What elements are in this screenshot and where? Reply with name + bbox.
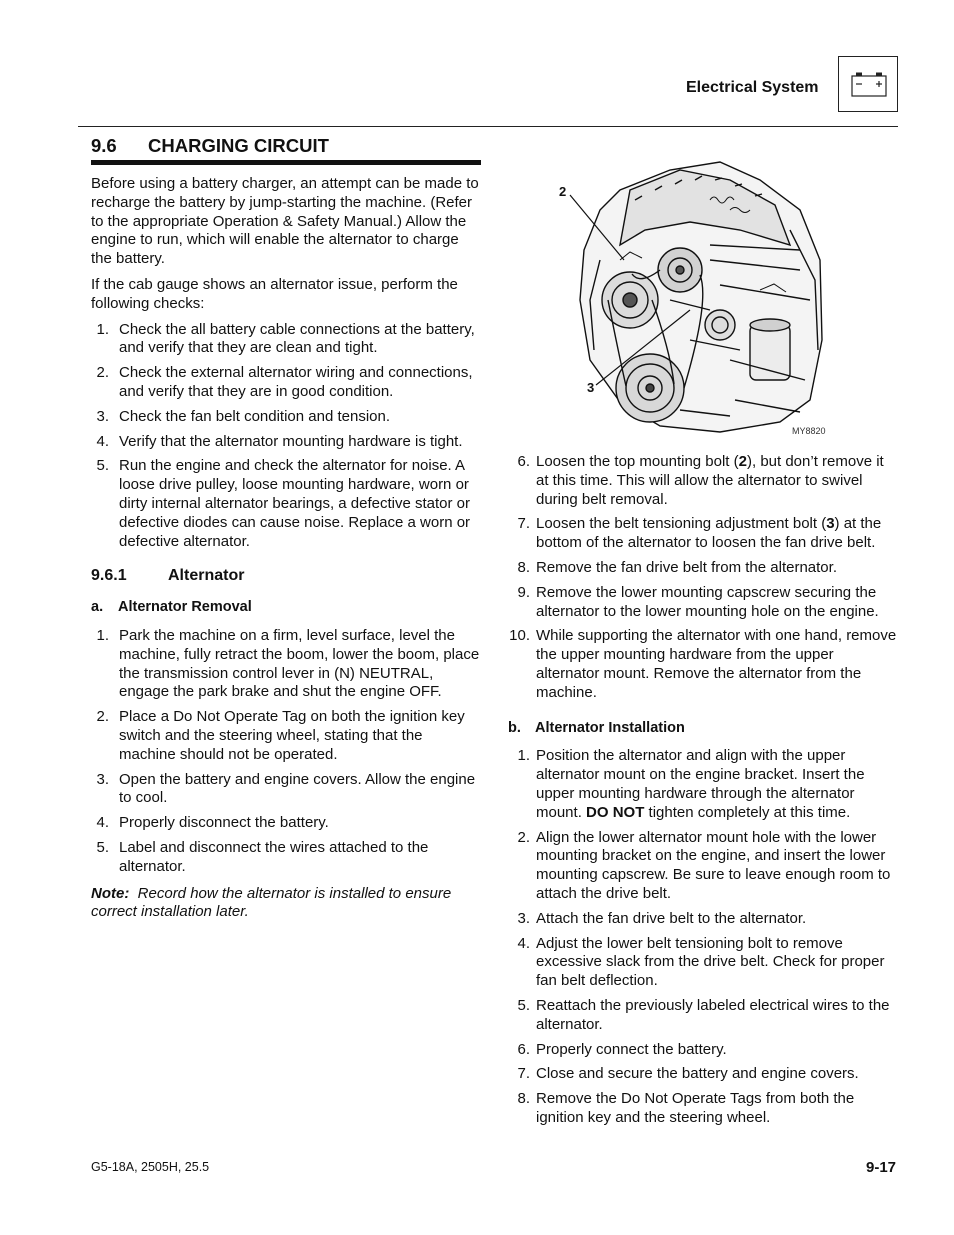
item-number: 8. [517, 1090, 530, 1108]
callout-ref: 2 [738, 453, 747, 470]
item-text: Attach the fan drive belt to the alternator. [536, 909, 807, 927]
item-number: 7. [517, 515, 530, 533]
item-text: While supporting the alternator with one hand, remove the upper mounting hardware from the upper alternator mount. Remove the alternator from the machine. [536, 627, 897, 701]
item-number: 4. [96, 814, 109, 832]
removal-heading [91, 598, 483, 617]
item-number: 2. [96, 364, 109, 382]
item-text: Place a Do Not Operate Tag on both the ignition key switch and the steering wheel, stating that the machine should not be operated. [119, 708, 465, 763]
engine-drawing [560, 150, 830, 440]
callout-3: 3 [587, 380, 595, 395]
list-item [508, 935, 900, 991]
item-number: 1. [517, 747, 530, 765]
item-text: Remove the fan drive belt from the alternator. [536, 558, 837, 576]
item-text: Verify that the alternator mounting hardware is tight. [119, 432, 463, 450]
callout-ref: 3 [826, 515, 835, 533]
item-text: Label and disconnect the wires attached to the alternator. [119, 838, 429, 875]
list-item [508, 627, 900, 702]
list-item [508, 910, 900, 929]
list-item [508, 829, 900, 904]
list-item [91, 408, 483, 427]
battery-icon [838, 56, 898, 112]
removal-steps [91, 627, 483, 877]
heading-title: Alternator Installation [535, 719, 685, 736]
item-text: Remove the lower mounting capscrew securing the alternator to the lower mounting hole on the engine. [536, 583, 879, 620]
subsection-number: 9.6.1 [91, 567, 127, 585]
callout-2: 2 [559, 184, 567, 199]
list-item [91, 364, 483, 402]
list-item [508, 559, 900, 578]
item-number: 4. [517, 934, 530, 952]
item-text: ) at the bottom of the alternator to loosen the fan drive belt. [536, 515, 882, 552]
item-text: Position the alternator and align with the upper alternator mount on the engine bracket. Insert the upper mounting hardware through the alternator mount. [536, 747, 865, 821]
item-number: 3. [96, 407, 109, 425]
item-number: 7. [517, 1065, 530, 1083]
item-number: 2. [96, 708, 109, 726]
item-text: Loosen the belt tensioning adjustment bolt ( [536, 515, 827, 533]
list-item [508, 1090, 900, 1128]
item-text: Loosen the top mounting bolt ( [536, 453, 739, 470]
item-text: Open the battery and engine covers. Allow the engine to cool. [119, 770, 476, 807]
section-divider [91, 160, 481, 165]
page-number: 9-17 [866, 1159, 897, 1176]
subsection-heading [91, 567, 483, 586]
intro-paragraph: If the cab gauge shows an alternator issue, perform the following checks: [91, 275, 458, 312]
item-number: 4. [96, 432, 109, 450]
item-number: 9. [517, 583, 530, 601]
item-text: Check the fan belt condition and tension. [119, 407, 391, 425]
list-item [91, 627, 483, 702]
subsection-title: Alternator [168, 567, 245, 585]
list-item [508, 997, 900, 1035]
item-number: 5. [96, 838, 109, 856]
list-item [508, 747, 900, 822]
item-number: 1. [96, 626, 109, 644]
list-item [508, 453, 900, 509]
heading-title: Alternator Removal [118, 599, 252, 616]
item-text: Adjust the lower belt tensioning bolt to remove excessive slack from the drive belt. Check for proper fan belt deflection. [536, 934, 885, 990]
page-header-title: Electrical System [686, 79, 819, 96]
item-text: Properly connect the battery. [536, 1040, 727, 1058]
item-text: Align the lower alternator mount hole with the lower mounting bracket on the engine, and insert the lower mounting capscrew. Be sure to leave enough room to attach the drive belt. [536, 828, 891, 902]
item-text: Check the external alternator wiring and connections, and verify that they are in good condition. [119, 364, 473, 400]
installation-heading [508, 719, 900, 738]
left-column [91, 175, 483, 929]
section-title: CHARGING CIRCUIT [148, 135, 329, 156]
item-number: 6. [517, 1040, 530, 1058]
list-item [508, 515, 900, 553]
item-number: 10. [509, 627, 530, 645]
installation-steps [508, 747, 900, 1127]
list-item [91, 839, 483, 877]
item-text: Check the all battery cable connections at the battery, and verify that they are clean and tight. [119, 320, 475, 357]
removal-steps-continued [508, 453, 900, 703]
item-number: 5. [96, 457, 109, 475]
list-item [91, 457, 483, 551]
item-text: tighten completely at this time. [644, 803, 851, 821]
section-number: 9.6 [91, 135, 117, 156]
engine-illustration [560, 150, 830, 440]
heading-letter: b. [508, 719, 521, 736]
intro-paragraph: Before using a battery charger, an attempt can be made to recharge the battery by jump-starting the machine. (Refer to the appropriate Operation & Safety Manual.) Allow the engine to run, which will enable the alternator to charge the battery. [91, 175, 479, 268]
emphasis: DO NOT [586, 803, 645, 821]
item-text: Properly disconnect the battery. [119, 814, 329, 832]
list-item [91, 321, 483, 359]
heading-letter: a. [91, 599, 104, 616]
item-number: 3. [517, 909, 530, 927]
item-number: 6. [517, 453, 530, 470]
footer-model-info: G5-18A, 2505H, 25.5 [91, 1160, 210, 1174]
item-text: Remove the Do Not Operate Tags from both the ignition key and the steering wheel. [536, 1090, 855, 1126]
list-item [508, 1065, 900, 1084]
list-item [508, 1041, 900, 1060]
item-text: ), but don’t remove it at this time. This will allow the alternator to swivel during belt removal. [536, 453, 884, 508]
list-item [91, 814, 483, 833]
item-number: 2. [517, 828, 530, 846]
item-number: 8. [517, 558, 530, 576]
list-item [508, 584, 900, 622]
item-text: Reattach the previously labeled electrical wires to the alternator. [536, 996, 890, 1033]
item-text: Run the engine and check the alternator for noise. A loose drive pulley, loose mounting hardware, worn or dirty internal alternator bearings, a defective stator or defective diodes can cause noise. Replace a worn or defective alternator. [119, 457, 471, 550]
note [91, 885, 483, 923]
note-label: Note: [91, 884, 130, 902]
check-list [91, 321, 483, 552]
item-number: 1. [96, 320, 109, 338]
section-heading [91, 135, 481, 157]
list-item [91, 771, 483, 809]
list-item [91, 433, 483, 452]
right-column [508, 453, 900, 1136]
list-item [91, 708, 483, 764]
item-text: Close and secure the battery and engine covers. [536, 1065, 859, 1083]
item-number: 5. [517, 996, 530, 1014]
figure-id: MY8820 [792, 426, 826, 436]
item-text: Park the machine on a firm, level surface, level the machine, fully retract the boom, lower the boom, place the transmission control lever in (N) NEUTRAL, engage the park brake and shut the engine OFF. [119, 626, 480, 701]
item-number: 3. [96, 770, 109, 788]
note-text: Record how the alternator is installed to ensure correct installation later. [91, 884, 452, 921]
header-divider [78, 126, 898, 127]
